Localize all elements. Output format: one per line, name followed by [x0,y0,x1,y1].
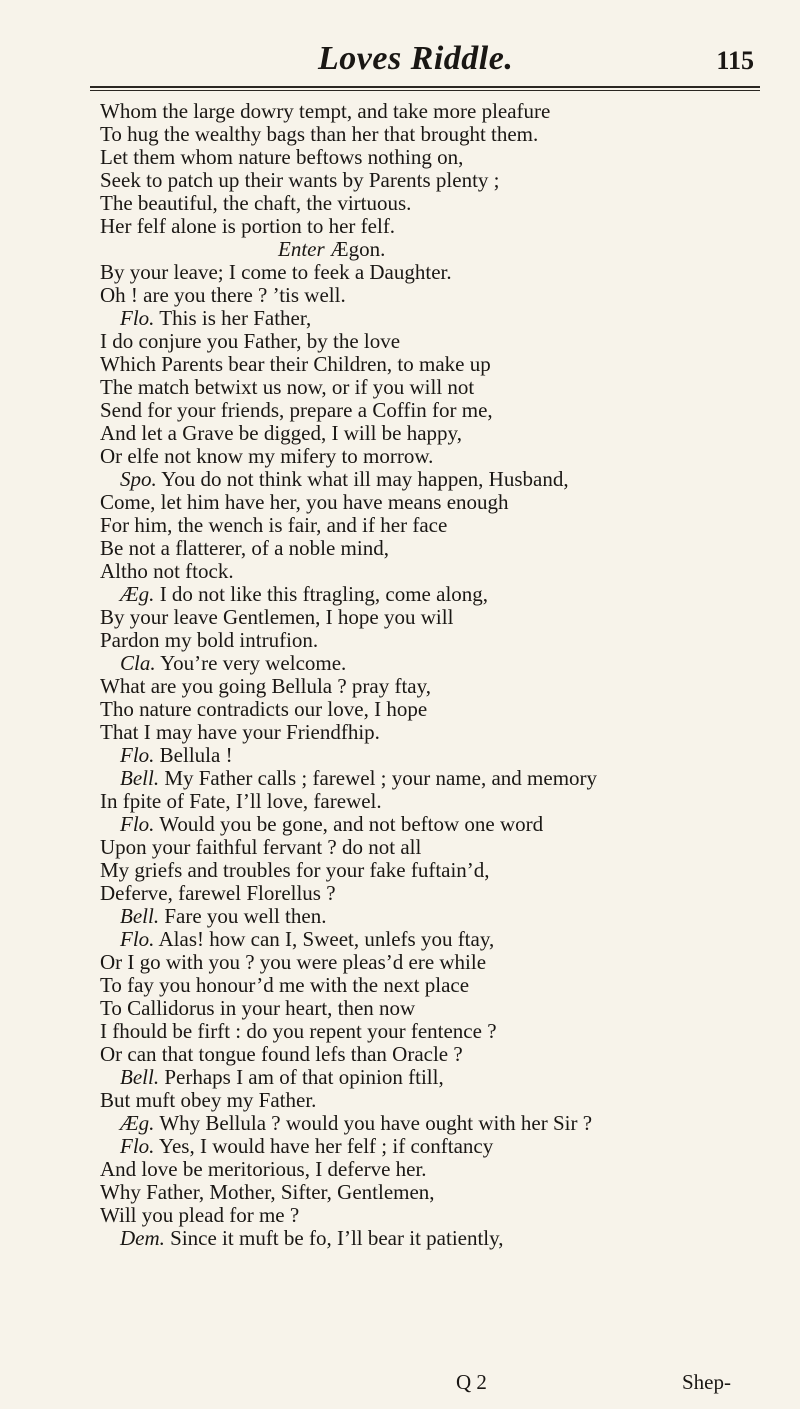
text-line [100,514,780,537]
text-line [100,169,780,192]
line-text: Pardon my bold intrufion. [100,628,319,652]
page-footer [0,1370,800,1396]
line-text: Tho nature contradicts our love, I hope [100,697,428,721]
text-line [100,721,780,744]
speaker-name: Flo. [120,306,155,330]
speaker-name: Flo. [120,1134,155,1158]
header-rule [90,86,760,88]
text-line [100,1020,780,1043]
line-text: And love be meritorious, I deferve her. [100,1157,427,1181]
stage-direction: Enter [278,237,325,261]
line-text: This is her Father, [159,306,312,330]
speaker-name: Spo. [120,467,157,491]
text-line [100,1066,780,1089]
line-text: You do not think what ill may happen, Husband, [161,467,569,491]
line-text: Be not a flatterer, of a noble mind, [100,536,389,560]
text-line [100,905,780,928]
text-line [100,974,780,997]
text-line [100,192,780,215]
text-line [100,1112,780,1135]
line-text: I do not like this ftragling, come along, [159,582,489,606]
text-line [100,422,780,445]
line-text: Will you plead for me ? [100,1203,300,1227]
text-line [100,1089,780,1112]
text-line [100,1135,780,1158]
header-rule-thin [90,90,760,91]
line-text: Deferve, farewel Florellus ? [100,881,336,905]
text-line [100,100,780,123]
line-text: In fpite of Fate, I’ll love, farewel. [100,789,382,813]
speaker-name: Cla. [120,651,156,675]
line-text: Let them whom nature beftows nothing on, [100,145,464,169]
speaker-name: Bell. [120,904,160,928]
text-line [100,215,780,238]
line-text: I do conjure you Father, by the love [100,329,401,353]
line-text: Oh ! are you there ? ’tis well. [100,283,346,307]
line-text: Ægon. [329,237,386,261]
text-line [100,146,780,169]
text-line [100,997,780,1020]
text-line [100,537,780,560]
line-text: You’re very welcome. [160,651,347,675]
text-line [100,675,780,698]
line-text: Or I go with you ? you were pleas’d ere while [100,950,487,974]
speaker-name: Flo. [120,927,155,951]
line-text: To hug the wealthy bags than her that brought them. [100,122,539,146]
running-title: Loves Riddle. [318,40,514,77]
speaker-name: Bell. [120,766,160,790]
page-number: 115 [716,46,754,75]
text-line [100,491,780,514]
line-text: Seek to patch up their wants by Parents plenty ; [100,168,500,192]
text-line [100,767,780,790]
line-text: Her felf alone is portion to her felf. [100,214,396,238]
text-line [100,836,780,859]
line-text: Whom the large dowry tempt, and take more pleafure [100,99,551,123]
line-text: Would you be gone, and not beftow one word [159,812,544,836]
play-text [100,100,780,1250]
line-text: For him, the wench is fair, and if her face [100,513,448,537]
text-line [100,790,780,813]
text-line [100,882,780,905]
text-line [100,445,780,468]
line-text: Fare you well then. [164,904,327,928]
line-text: Since it muft be fo, I’ll bear it patiently, [170,1226,504,1250]
text-line [100,353,780,376]
text-line [100,629,780,652]
text-line [100,698,780,721]
signature-mark: Q 2 [456,1370,487,1394]
line-text: But muft obey my Father. [100,1088,317,1112]
text-line [100,813,780,836]
line-text: Or can that tongue found lefs than Oracle ? [100,1042,463,1066]
line-text: Why Father, Mother, Sifter, Gentlemen, [100,1180,435,1204]
speaker-name: Bell. [120,1065,160,1089]
text-line [100,284,780,307]
line-text: And let a Grave be digged, I will be happy, [100,421,462,445]
line-text: Which Parents bear their Children, to make up [100,352,491,376]
line-text: By your leave Gentlemen, I hope you will [100,605,454,629]
line-text: Send for your friends, prepare a Coffin for me, [100,398,493,422]
text-line [100,560,780,583]
text-line [100,376,780,399]
text-line [100,307,780,330]
text-line [100,652,780,675]
page-header [0,40,800,84]
line-text: To fay you honour’d me with the next place [100,973,470,997]
text-line [100,583,780,606]
text-line [100,261,780,284]
speaker-name: Æg. [120,582,155,606]
line-text: Come, let him have her, you have means enough [100,490,509,514]
line-text: Alas! how can I, Sweet, unlefs you ftay, [158,927,495,951]
speaker-name: Dem. [120,1226,165,1250]
speaker-name: Flo. [120,812,155,836]
line-text: My griefs and troubles for your fake fuftain’d, [100,858,490,882]
text-line [100,1227,780,1250]
text-line [100,330,780,353]
text-line [100,468,780,491]
line-text: I fhould be firft : do you repent your fentence ? [100,1019,497,1043]
text-line [100,606,780,629]
text-line [100,859,780,882]
text-line [100,1204,780,1227]
line-text: Upon your faithful fervant ? do not all [100,835,422,859]
line-text: My Father calls ; farewel ; your name, and memory [164,766,598,790]
line-text: Perhaps I am of that opinion ftill, [164,1065,444,1089]
line-text: Why Bellula ? would you have ought with her Sir ? [159,1111,593,1135]
speaker-name: Flo. [120,743,155,767]
text-line [100,744,780,767]
line-text: To Callidorus in your heart, then now [100,996,416,1020]
line-text: Yes, I would have her felf ; if conftancy [158,1134,494,1158]
text-line [100,1181,780,1204]
text-line [100,928,780,951]
text-line [100,123,780,146]
line-text: Bellula ! [159,743,233,767]
line-text: Or elfe not know my mifery to morrow. [100,444,434,468]
line-text: The beautiful, the chaft, the virtuous. [100,191,412,215]
text-line [100,399,780,422]
line-text: What are you going Bellula ? pray ftay, [100,674,432,698]
text-line [100,951,780,974]
catchword: Shep- [682,1370,731,1394]
text-line [100,1043,780,1066]
line-text: That I may have your Friendfhip. [100,720,380,744]
line-text: By your leave; I come to feek a Daughter. [100,260,452,284]
text-line [100,238,780,261]
line-text: Altho not ftock. [100,559,234,583]
speaker-name: Æg. [120,1111,155,1135]
line-text: The match betwixt us now, or if you will not [100,375,475,399]
text-line [100,1158,780,1181]
